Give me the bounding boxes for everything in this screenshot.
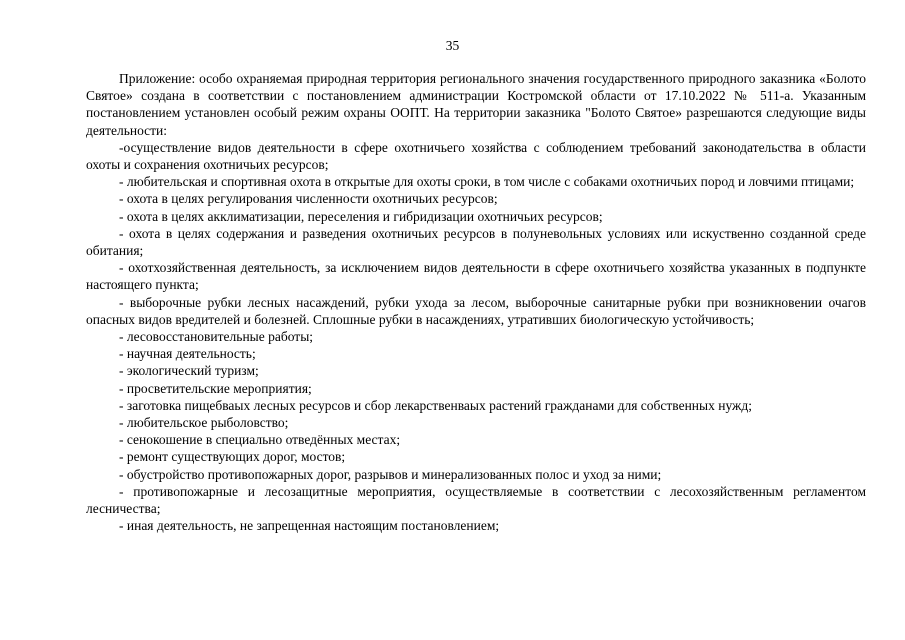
list-item-road-repair: - ремонт существующих дорог, мостов; xyxy=(119,449,346,465)
list-item-hunting-management: -осуществление видов деятельности в сфере охотничьего хозяйства с соблюдением требований законодательства в области охоты и сохранения охотничьих ресурсов; xyxy=(86,139,866,173)
list-item-eco-tourism: - экологический туризм; xyxy=(119,363,259,379)
list-item-acclimatization-hunting: - охота в целях акклиматизации, переселения и гибридизации охотничьих ресурсов; xyxy=(119,208,603,224)
list-item-fire-protection: - противопожарные и лесозащитные мероприятия, осуществляемые в соответствии с лесохозяйственным регламентом лесничества; xyxy=(86,483,866,517)
page-number: 35 xyxy=(445,38,460,53)
list-item-educational: - просветительские мероприятия; xyxy=(119,380,312,396)
list-item-scientific: - научная деятельность; xyxy=(119,346,256,362)
document-body xyxy=(86,70,866,534)
list-item-reforestation: - лесовосстановительные работы; xyxy=(119,329,314,345)
list-item-amateur-fishing: - любительское рыболовство; xyxy=(119,415,289,431)
list-item-hunting-economy: - охотхозяйственная деятельность, за исключением видов деятельности в сфере охотничьего хозяйства указанных в подпункте настоящего пункта; xyxy=(86,260,866,293)
list-item-selective-logging: - выборочные рубки лесных насаждений, рубки ухода за лесом, выборочные санитарные рубки при возникновении очагов опасных видов вредителей и болезней. Сплошные рубки в насаждениях, утративших биологическую устойчивость; xyxy=(86,294,866,327)
list-item-breeding-hunting: - охота в целях содержания и разведения охотничьих ресурсов в полуневольных условиях или искуственно созданной среде обитания; xyxy=(86,225,866,259)
list-item-forest-resources: - заготовка пищебваых лесных ресурсов и сбор лекарственваых растений гражданами для собственных нужд; xyxy=(119,397,752,413)
intro-paragraph: Приложение: особо охраняемая природная территория регионального значения государственного природного заказника «Болото Святое» создана в соответствии с постановлением администрации Костромской области от 17.10.2022 № 511-а. Указанным постановлением установлен особый режим охраны ООПТ. На территории заказника "Болото Святое» разрешаются следующие виды деятельности: xyxy=(86,71,866,138)
list-item-other-activity: - иная деятельность, не запрещенная настоящим постановлением; xyxy=(119,518,500,534)
list-item-haymaking: - сенокошение в специально отведённых местах; xyxy=(119,432,401,448)
list-item-sport-hunting: - любительская и спортивная охота в открытые для охоты сроки, в том числе с собаками охотничьих пород и ловчими птицами; xyxy=(119,174,855,190)
list-item-regulation-hunting: - охота в целях регулирования численности охотничьих ресурсов; xyxy=(119,191,498,207)
list-item-fire-roads: - обустройство противопожарных дорог, разрывов и минерализованных полос и уход за ними; xyxy=(119,466,662,482)
